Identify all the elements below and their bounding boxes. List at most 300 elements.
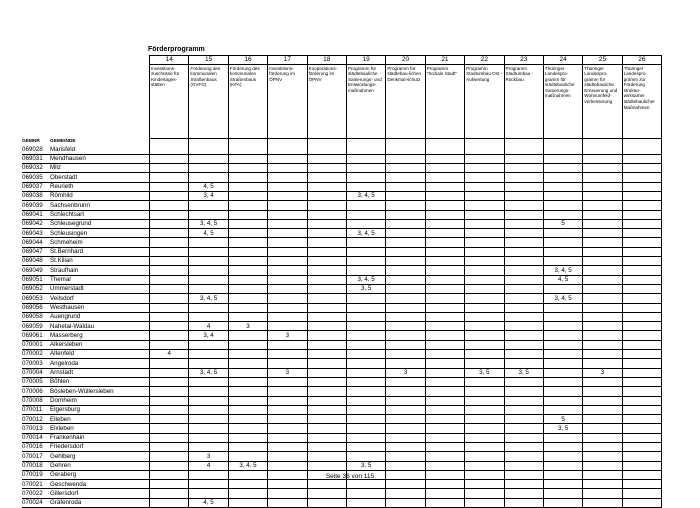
- program-value: [465, 433, 504, 442]
- municipality-name: Böhlen: [50, 377, 150, 386]
- program-value: [346, 303, 385, 312]
- program-value: [622, 368, 661, 377]
- program-value: [268, 247, 307, 256]
- header-spacer: [465, 138, 504, 146]
- program-value: [307, 257, 346, 266]
- program-value: [465, 182, 504, 191]
- program-value: [228, 405, 267, 414]
- municipality-code: 069058: [22, 312, 50, 321]
- program-value: [504, 303, 543, 312]
- program-value: [504, 229, 543, 238]
- program-value: [465, 461, 504, 470]
- program-value: [150, 238, 189, 247]
- program-value: [504, 210, 543, 219]
- program-value: [150, 229, 189, 238]
- program-value: [346, 266, 385, 275]
- program-value: [425, 350, 464, 359]
- program-value: [150, 294, 189, 303]
- program-value: [504, 452, 543, 461]
- program-value: [622, 257, 661, 266]
- program-value: [346, 387, 385, 396]
- program-value: 4, 5: [189, 498, 228, 507]
- program-value: [622, 173, 661, 182]
- program-value: [386, 182, 425, 191]
- program-value: [307, 322, 346, 331]
- program-value: [228, 182, 267, 191]
- program-value: [386, 247, 425, 256]
- municipality-code: 069031: [22, 154, 50, 163]
- program-value: 3, 5: [543, 424, 582, 433]
- program-value: [307, 303, 346, 312]
- municipality-code: 070013: [22, 424, 50, 433]
- program-value: [268, 387, 307, 396]
- program-value: 3, 4, 5: [543, 294, 582, 303]
- program-value: [465, 443, 504, 452]
- municipality-name: Alkersleben: [50, 340, 150, 349]
- program-value: [268, 498, 307, 507]
- program-value: [622, 443, 661, 452]
- table-row: [22, 182, 662, 191]
- program-value: [307, 266, 346, 275]
- header-spacer: [228, 138, 267, 146]
- program-value: [150, 415, 189, 424]
- program-value: [189, 257, 228, 266]
- program-value: [465, 173, 504, 182]
- spacer-cell: [50, 64, 150, 138]
- table-row: [22, 368, 662, 377]
- program-value: [543, 303, 582, 312]
- program-description: Programm für städtebau-lichen Denkmal-schutz: [386, 64, 425, 138]
- municipality-code: 070011: [22, 405, 50, 414]
- program-value: [386, 164, 425, 173]
- program-value: [543, 489, 582, 498]
- program-value: [228, 154, 267, 163]
- program-value: [228, 415, 267, 424]
- program-value: [307, 191, 346, 200]
- municipality-name: Elxleben: [50, 424, 150, 433]
- program-value: [228, 257, 267, 266]
- program-value: [543, 210, 582, 219]
- table-row: [22, 284, 662, 293]
- program-value: [583, 238, 622, 247]
- municipality-name: Geraberg: [50, 470, 150, 479]
- program-value: [622, 146, 661, 155]
- program-value: [543, 368, 582, 377]
- program-value: [150, 489, 189, 498]
- table-row: [22, 387, 662, 396]
- program-value: [346, 210, 385, 219]
- municipality-name: Straufhain: [50, 266, 150, 275]
- program-value: [268, 480, 307, 489]
- program-value: [346, 480, 385, 489]
- program-value: [228, 303, 267, 312]
- program-value: [583, 303, 622, 312]
- program-value: [425, 257, 464, 266]
- table-row: [22, 164, 662, 173]
- program-value: [228, 238, 267, 247]
- municipality-name: Schlechtsart: [50, 210, 150, 219]
- program-value: [150, 146, 189, 155]
- program-value: [386, 443, 425, 452]
- program-value: [622, 191, 661, 200]
- program-value: [189, 312, 228, 321]
- program-value: [425, 284, 464, 293]
- program-value: [150, 359, 189, 368]
- program-value: [307, 359, 346, 368]
- program-value: [504, 284, 543, 293]
- program-value: [228, 452, 267, 461]
- program-description: Programm für städtebauliche Sanierungs- und Entwicklungs-maßnahmen: [346, 64, 385, 138]
- program-value: [504, 294, 543, 303]
- program-value: [583, 219, 622, 228]
- program-value: [583, 452, 622, 461]
- program-value: [465, 303, 504, 312]
- program-value: [504, 266, 543, 275]
- municipality-name: Themar: [50, 275, 150, 284]
- program-value: [346, 340, 385, 349]
- program-value: [268, 359, 307, 368]
- program-value: [465, 387, 504, 396]
- program-value: [346, 498, 385, 507]
- program-value: [386, 201, 425, 210]
- program-value: [465, 498, 504, 507]
- municipality-code: 070012: [22, 415, 50, 424]
- program-value: [583, 182, 622, 191]
- program-value: [583, 322, 622, 331]
- program-value: [465, 322, 504, 331]
- program-value: [150, 284, 189, 293]
- program-value: [622, 489, 661, 498]
- program-value: [386, 387, 425, 396]
- program-value: [425, 303, 464, 312]
- municipality-code: 069056: [22, 303, 50, 312]
- program-value: [543, 191, 582, 200]
- program-value: [583, 433, 622, 442]
- program-value: [150, 191, 189, 200]
- program-value: [307, 415, 346, 424]
- program-value: [150, 322, 189, 331]
- program-value: [386, 266, 425, 275]
- municipality-name: Milz: [50, 164, 150, 173]
- program-value: 3: [386, 368, 425, 377]
- municipality-name: Dornheim: [50, 396, 150, 405]
- program-value: [465, 331, 504, 340]
- program-value: [228, 247, 267, 256]
- program-value: [386, 275, 425, 284]
- municipality-code: 069037: [22, 182, 50, 191]
- program-value: [268, 173, 307, 182]
- table-row: [22, 229, 662, 238]
- program-value: [504, 219, 543, 228]
- program-value: [465, 238, 504, 247]
- program-value: [307, 182, 346, 191]
- program-value: [386, 303, 425, 312]
- program-value: [228, 433, 267, 442]
- program-value: [268, 452, 307, 461]
- program-value: 3, 4: [189, 191, 228, 200]
- program-value: [307, 164, 346, 173]
- program-value: [189, 489, 228, 498]
- program-value: [346, 368, 385, 377]
- program-value: [150, 257, 189, 266]
- program-value: [425, 182, 464, 191]
- program-value: [150, 480, 189, 489]
- program-value: [189, 303, 228, 312]
- municipality-code: 070017: [22, 452, 50, 461]
- program-value: [150, 154, 189, 163]
- program-value: [346, 359, 385, 368]
- table-row: [22, 154, 662, 163]
- program-value: [228, 146, 267, 155]
- program-value: [307, 284, 346, 293]
- program-value: [386, 257, 425, 266]
- program-value: [228, 498, 267, 507]
- program-value: [268, 350, 307, 359]
- municipality-code: 069039: [22, 201, 50, 210]
- program-value: [504, 182, 543, 191]
- program-value: [150, 443, 189, 452]
- program-value: [504, 201, 543, 210]
- program-value: [622, 284, 661, 293]
- program-value: [307, 443, 346, 452]
- municipality-code: 070014: [22, 433, 50, 442]
- municipality-code: 070024: [22, 498, 50, 507]
- program-value: [268, 210, 307, 219]
- municipality-name: Gehlberg: [50, 452, 150, 461]
- table-row: [22, 480, 662, 489]
- spacer-cell: [22, 64, 50, 138]
- program-value: [189, 247, 228, 256]
- municipality-name: Nahetal-Waldau: [50, 322, 150, 331]
- program-value: 3: [189, 452, 228, 461]
- program-value: [425, 433, 464, 442]
- program-value: [346, 322, 385, 331]
- table-row: [22, 461, 662, 470]
- program-value: [386, 229, 425, 238]
- program-value: [150, 405, 189, 414]
- program-value: [425, 396, 464, 405]
- program-value: [346, 377, 385, 386]
- program-value: [622, 294, 661, 303]
- program-value: [425, 415, 464, 424]
- table-row: [22, 443, 662, 452]
- program-value: [268, 146, 307, 155]
- program-value: [268, 182, 307, 191]
- program-value: 4, 5: [543, 275, 582, 284]
- program-value: [504, 424, 543, 433]
- program-value: [346, 257, 385, 266]
- program-number: 14: [150, 56, 189, 65]
- program-value: 4: [189, 322, 228, 331]
- program-value: [307, 146, 346, 155]
- program-value: [583, 480, 622, 489]
- program-value: [465, 247, 504, 256]
- program-value: [346, 173, 385, 182]
- program-value: 3, 5: [465, 368, 504, 377]
- program-value: [622, 312, 661, 321]
- program-value: [386, 284, 425, 293]
- program-value: [268, 433, 307, 442]
- program-value: [504, 331, 543, 340]
- program-value: [465, 424, 504, 433]
- program-value: [504, 275, 543, 284]
- program-value: [425, 331, 464, 340]
- program-value: [504, 461, 543, 470]
- program-value: [189, 275, 228, 284]
- program-value: [583, 377, 622, 386]
- program-value: [150, 387, 189, 396]
- program-value: [346, 164, 385, 173]
- program-value: [425, 443, 464, 452]
- table-row: [22, 415, 662, 424]
- program-value: [622, 359, 661, 368]
- program-value: 3: [268, 368, 307, 377]
- program-title: Förderprogramm: [148, 46, 205, 53]
- program-value: [189, 415, 228, 424]
- program-value: [583, 415, 622, 424]
- program-value: [465, 229, 504, 238]
- program-value: [189, 396, 228, 405]
- program-value: [228, 350, 267, 359]
- program-value: [622, 340, 661, 349]
- program-value: [425, 387, 464, 396]
- program-value: [150, 452, 189, 461]
- program-value: [228, 312, 267, 321]
- program-value: [346, 396, 385, 405]
- program-value: [150, 303, 189, 312]
- program-value: [307, 387, 346, 396]
- program-value: [346, 331, 385, 340]
- program-value: [622, 210, 661, 219]
- program-value: [465, 480, 504, 489]
- program-value: [386, 461, 425, 470]
- municipality-name: Ummerstadt: [50, 284, 150, 293]
- program-value: [465, 405, 504, 414]
- program-value: [228, 219, 267, 228]
- program-value: [346, 146, 385, 155]
- program-value: [465, 275, 504, 284]
- program-number: 20: [386, 56, 425, 65]
- program-value: [543, 146, 582, 155]
- program-value: [583, 266, 622, 275]
- program-value: [386, 294, 425, 303]
- municipality-code: 069052: [22, 284, 50, 293]
- program-value: [346, 182, 385, 191]
- program-value: [543, 322, 582, 331]
- municipality-name: Schleusegrund: [50, 219, 150, 228]
- municipality-code: 069047: [22, 247, 50, 256]
- program-value: [425, 238, 464, 247]
- program-value: [386, 154, 425, 163]
- program-value: [583, 191, 622, 200]
- program-value: [189, 266, 228, 275]
- program-value: [622, 433, 661, 442]
- table-row: [22, 433, 662, 442]
- program-value: [504, 396, 543, 405]
- header-spacer: [622, 138, 661, 146]
- municipality-code: 070005: [22, 377, 50, 386]
- municipality-code: 069044: [22, 238, 50, 247]
- program-value: [189, 443, 228, 452]
- program-value: [504, 405, 543, 414]
- program-value: [583, 443, 622, 452]
- program-value: [622, 275, 661, 284]
- program-value: [386, 322, 425, 331]
- municipality-name: Schmeheim: [50, 238, 150, 247]
- program-value: [307, 294, 346, 303]
- program-value: [583, 489, 622, 498]
- municipality-name: Arnstadt: [50, 368, 150, 377]
- program-value: [425, 275, 464, 284]
- program-value: [504, 387, 543, 396]
- program-value: [307, 498, 346, 507]
- program-value: [307, 219, 346, 228]
- header-spacer: [189, 138, 228, 146]
- program-value: [583, 173, 622, 182]
- program-value: [583, 387, 622, 396]
- program-value: [268, 405, 307, 414]
- program-value: [386, 377, 425, 386]
- municipality-code: 069032: [22, 164, 50, 173]
- program-value: [228, 368, 267, 377]
- program-value: [189, 340, 228, 349]
- program-value: [268, 443, 307, 452]
- program-value: [150, 182, 189, 191]
- program-number: 23: [504, 56, 543, 65]
- program-value: [189, 387, 228, 396]
- program-value: [543, 405, 582, 414]
- column-header-code: GEMNR: [22, 139, 40, 144]
- municipality-code: 070006: [22, 387, 50, 396]
- program-value: [622, 266, 661, 275]
- program-value: [189, 359, 228, 368]
- municipality-name: Angelroda: [50, 359, 150, 368]
- program-value: [465, 396, 504, 405]
- program-value: [465, 191, 504, 200]
- municipality-code: 070019: [22, 470, 50, 479]
- program-value: [425, 368, 464, 377]
- column-header-row: [22, 138, 662, 146]
- program-value: [465, 219, 504, 228]
- program-value: [622, 247, 661, 256]
- program-value: [189, 154, 228, 163]
- program-value: [386, 219, 425, 228]
- program-value: [583, 396, 622, 405]
- program-value: [268, 284, 307, 293]
- program-value: [150, 312, 189, 321]
- municipality-code: 070016: [22, 443, 50, 452]
- program-description: Programm Stadtumbau - Rückbau: [504, 64, 543, 138]
- program-value: [583, 229, 622, 238]
- table-row: [22, 424, 662, 433]
- table-row: [22, 247, 662, 256]
- program-value: [150, 461, 189, 470]
- program-value: [150, 433, 189, 442]
- program-value: [504, 322, 543, 331]
- municipality-name: Gillersdorf: [50, 489, 150, 498]
- program-value: [228, 210, 267, 219]
- municipality-name: Marisfeld: [50, 146, 150, 155]
- program-value: [150, 368, 189, 377]
- program-value: [228, 164, 267, 173]
- program-value: [386, 498, 425, 507]
- header-spacer: [346, 138, 385, 146]
- municipality-code: 069042: [22, 219, 50, 228]
- program-value: [307, 377, 346, 386]
- program-value: [622, 424, 661, 433]
- program-value: [543, 284, 582, 293]
- program-value: [346, 238, 385, 247]
